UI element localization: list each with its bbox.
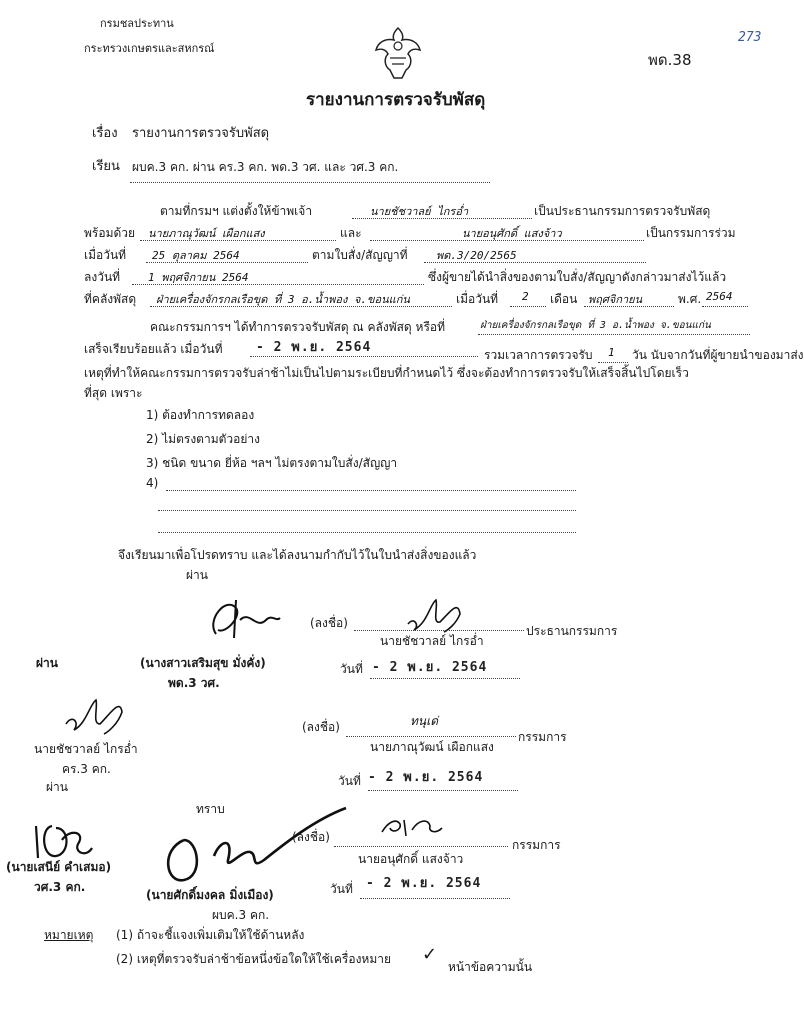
body-text: และ [340,226,362,240]
body-text: เดือน [550,292,578,306]
approver-position: วศ.3 คก. [34,880,86,894]
member1-name: นายภาณุวัฒน์ เผือกแสง [370,740,494,754]
approver-name: (นายศักดิ์มงคล มิ่งเมือง) [146,888,274,902]
date-stamp: - 2 พ.ย. 2564 [256,340,372,355]
contract-number-handwritten: พด.3/20/2565 [436,249,517,262]
sign-label: (ลงชื่อ) [310,616,348,630]
sign-label: (ลงชื่อ) [302,720,340,734]
reason-item: 2) ไม่ตรงตามตัวอย่าง [146,432,260,446]
check-mark-icon: ✓ [422,944,438,965]
subject-label: เรื่อง [92,126,118,141]
body-text: เมื่อวันที่ [456,292,499,306]
delivery-day-handwritten: 2 [522,290,529,303]
dotted-line [346,722,516,737]
contract-date-handwritten: 1 พฤศจิกายน 2564 [148,271,249,284]
body-text: เป็นกรรมการร่วม [646,226,736,240]
body-text: พ.ศ. [678,292,702,306]
signature-scribble-icon [60,694,140,740]
dotted-line [158,496,576,511]
member2-role: กรรมการ [512,838,561,852]
approver-name: (นายเสนีย์ คำเสมอ) [6,860,112,874]
body-text: ที่สุด เพราะ [84,386,143,400]
date-label: วันที่ [340,662,363,676]
date-label: วันที่ [330,882,353,896]
approver-position: พด.3 วศ. [168,676,220,690]
reason-item: 1) ต้องทำการทดลอง [146,408,255,422]
inspection-days-handwritten: 1 [608,346,615,359]
body-text: ลงวันที่ [84,270,121,284]
note-item: หน้าข้อความนั้น [448,960,533,974]
signature-scribble-icon [206,590,286,642]
body-text: เสร็จเรียบร้อยแล้ว เมื่อวันที่ [84,342,223,356]
signature-scribble-icon [30,818,100,862]
closing-text: จึงเรียนมาเพื่อโปรดทราบ และได้ลงนามกำกับไว้ในใบนำส่งสิ่งของแล้ว [118,548,477,562]
ministry-name: กระทรวงเกษตรและสหกรณ์ [84,42,215,55]
approver-position: ผบค.3 คก. [212,908,270,922]
chair-name-handwritten: นายชัชวาลย์ ไกรอ่ำ [370,205,469,218]
dotted-line [354,616,524,631]
date-label: วันที่ [338,774,361,788]
garuda-emblem-icon [372,24,424,80]
chair-role: ประธานกรรมการ [526,624,618,638]
approver-name: นายชัชวาลย์ ไกรอ่ำ [34,742,138,756]
body-text: เมื่อวันที่ [84,248,127,262]
body-text: วัน นับจากวันที่ผู้ขายนำของมาส่ง [632,348,804,362]
date-stamp: - 2 พ.ย. 2564 [372,660,488,675]
body-text: ซึ่งผู้ขายได้นำสิ่งของตามใบสั่ง/สัญญาดังกล่าวมาส่งไว้แล้ว [428,270,727,284]
approver-position: คร.3 คก. [62,762,111,776]
member1-role: กรรมการ [518,730,567,744]
appointment-date-handwritten: 25 ตุลาคม 2564 [152,249,240,262]
dotted-line [130,168,490,183]
form-number: พด.38 [648,51,692,69]
dotted-line [166,476,576,491]
body-text: คณะกรรมการฯ ได้ทำการตรวจรับพัสดุ ณ คลังพัสดุ หรือที่ [150,320,446,334]
member1-name-handwritten: นายภาณุวัฒน์ เผือกแสง [148,227,265,240]
note-item: (1) ถ้าจะชี้แจงเพิ่มเติมให้ใช้ด้านหลัง [116,928,305,942]
chair-name: นายชัชวาลย์ ไกรอ่ำ [380,634,484,648]
body-text: เป็นประธานกรรมการตรวจรับพัสดุ [534,204,711,218]
department-name: กรมชลประทาน [100,17,174,30]
delivery-month-handwritten: พฤศจิกายน [588,293,643,306]
reason-item: 4) [146,476,159,490]
document-title: รายงานการตรวจรับพัสดุ [306,90,486,110]
reason-item: 3) ชนิด ขนาด ยี่ห้อ ฯลฯ ไม่ตรงตามใบสั่ง/สัญญา [146,456,398,470]
subject-value: รายงานการตรวจรับพัสดุ [132,126,270,141]
body-text: รวมเวลาการตรวจรับ [484,348,593,362]
dotted-line [334,832,508,847]
date-stamp: - 2 พ.ย. 2564 [368,770,484,785]
page-note: 273 [738,30,762,45]
approver-name: (นางสาวเสริมสุข มั่งคั่ง) [140,656,266,670]
note-item: (2) เหตุที่ตรวจรับล่าช้าข้อหนึ่งข้อใดให้ใช้เครื่องหมาย [116,952,392,966]
via-label: ผ่าน [46,780,68,794]
member1-signature: ทนุเด่ [410,714,439,728]
delivery-year-handwritten: 2564 [706,290,733,303]
via-label: ผ่าน [36,656,58,670]
sign-label: (ลงชื่อ) [292,830,330,844]
body-text: เหตุที่ทำให้คณะกรรมการตรวจรับล่าช้าไม่เป็นไปตามระเบียบที่กำหนดไว้ ซึ่งจะต้องทำการตรวจรับให้เสร็จสิ้นไปโดยเร็ว [84,366,689,380]
body-text: ที่คลังพัสดุ [84,292,137,306]
body-text: ตามที่กรมฯ แต่งตั้งให้ข้าพเจ้า [160,204,313,218]
inspection-place-handwritten: ฝ่ายเครื่องจักรกลเรือขุด ที่ 3 อ.น้ำพอง จ.ขอนแก่น [480,320,711,331]
dotted-line [158,518,576,533]
via-label: ผ่าน [186,568,208,582]
acknowledge-label: ทราบ [196,802,225,816]
date-stamp: - 2 พ.ย. 2564 [366,876,482,891]
notes-label: หมายเหตุ [44,928,94,942]
warehouse-place-handwritten: ฝ่ายเครื่องจักรกลเรือขุด ที่ 3 อ.น้ำพอง จ.ขอนแก่น [156,293,410,306]
body-text: ตามใบสั่ง/สัญญาที่ [312,248,408,262]
to-label: เรียน [92,159,120,174]
member2-name-handwritten: นายอนุศักดิ์ แสงจ้าว [462,227,562,240]
body-text: พร้อมด้วย [84,226,136,240]
to-value: ผบค.3 คก. ผ่าน คร.3 คก. พด.3 วศ. และ วศ.3 คก. [132,160,399,174]
member2-name: นายอนุศักดิ์ แสงจ้าว [358,852,464,866]
